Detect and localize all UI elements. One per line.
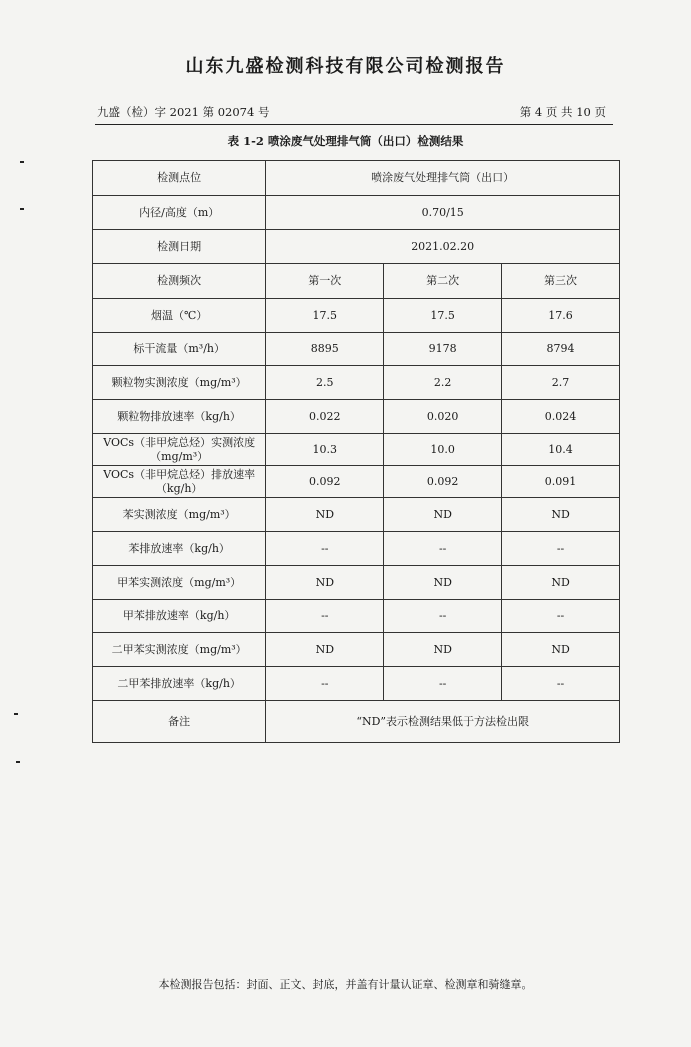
- table-row-frequency: [93, 264, 620, 299]
- row-value: ND: [266, 566, 384, 600]
- note-value: “ND”表示检测结果低于方法检出限: [266, 701, 620, 743]
- row-value: ND: [384, 498, 502, 532]
- margin-mark: [14, 713, 18, 715]
- table-row-date: [93, 230, 620, 264]
- row-value: --: [266, 532, 384, 566]
- row-value: --: [384, 667, 502, 701]
- row-value: --: [384, 532, 502, 566]
- row-label: 苯实测浓度（mg/m³）: [93, 498, 266, 532]
- row-label: VOCs（非甲烷总烃）排放速率（kg/h）: [93, 466, 266, 498]
- margin-mark: [20, 161, 24, 163]
- table-row: [93, 566, 620, 600]
- table-row: [93, 667, 620, 701]
- row-label: 二甲苯排放速率（kg/h）: [93, 667, 266, 701]
- table-row: [93, 366, 620, 400]
- table-row: [93, 600, 620, 633]
- row-value: --: [266, 667, 384, 701]
- table-row: [93, 434, 620, 466]
- row-value: --: [502, 667, 620, 701]
- row-value: ND: [502, 633, 620, 667]
- note-label: 备注: [93, 701, 266, 743]
- company-report-title: 山东九盛检测科技有限公司检测报告: [185, 56, 506, 77]
- row-label: VOCs（非甲烷总烃）实测浓度（mg/m³）: [93, 434, 266, 466]
- row-value: 0.091: [502, 466, 620, 498]
- row-value: 2.5: [266, 366, 384, 400]
- row-value: 10.4: [502, 434, 620, 466]
- results-table: [92, 160, 620, 743]
- row-value: 10.0: [384, 434, 502, 466]
- table-row: [93, 400, 620, 434]
- table-row: [93, 532, 620, 566]
- row-value: ND: [502, 498, 620, 532]
- table-row: [93, 333, 620, 366]
- row-value: 8794: [502, 333, 620, 366]
- row-value: --: [502, 600, 620, 633]
- table-row: [93, 466, 620, 498]
- point-value: 喷涂废气处理排气筒（出口）: [266, 161, 620, 196]
- row-value: --: [266, 600, 384, 633]
- footer-note: 本检测报告包括：封面、正文、封底，并盖有计量认证章、检测章和骑缝章。: [158, 978, 533, 991]
- row-value: ND: [502, 566, 620, 600]
- row-value: ND: [384, 566, 502, 600]
- row-value: 17.6: [502, 299, 620, 333]
- row-value: 9178: [384, 333, 502, 366]
- row-label: 标干流量（m³/h）: [93, 333, 266, 366]
- table-row: [93, 498, 620, 532]
- row-value: ND: [384, 633, 502, 667]
- report-number: 九盛（检）字 2021 第 02074 号: [97, 105, 270, 119]
- header-rule: [95, 124, 613, 125]
- row-value: --: [502, 532, 620, 566]
- date-label: 检测日期: [93, 230, 266, 264]
- row-value: 10.3: [266, 434, 384, 466]
- row-value: 0.024: [502, 400, 620, 434]
- row-label: 颗粒物实测浓度（mg/m³）: [93, 366, 266, 400]
- frequency-col-3: 第三次: [502, 264, 620, 299]
- row-value: 0.092: [266, 466, 384, 498]
- row-value: 17.5: [384, 299, 502, 333]
- row-label: 二甲苯实测浓度（mg/m³）: [93, 633, 266, 667]
- row-label: 甲苯实测浓度（mg/m³）: [93, 566, 266, 600]
- margin-mark: [20, 208, 24, 210]
- row-value: 8895: [266, 333, 384, 366]
- margin-mark: [16, 761, 20, 763]
- row-value: 17.5: [266, 299, 384, 333]
- row-value: --: [384, 600, 502, 633]
- row-value: 0.022: [266, 400, 384, 434]
- row-label: 甲苯排放速率（kg/h）: [93, 600, 266, 633]
- row-label: 颗粒物排放速率（kg/h）: [93, 400, 266, 434]
- table-row-diameter: [93, 196, 620, 230]
- table-title: 表 1-2 喷涂废气处理排气筒（出口）检测结果: [227, 134, 464, 148]
- diameter-label: 内径/高度（m）: [93, 196, 266, 230]
- frequency-label: 检测频次: [93, 264, 266, 299]
- page-number: 第 4 页 共 10 页: [519, 105, 606, 119]
- frequency-col-2: 第二次: [384, 264, 502, 299]
- row-value: 2.2: [384, 366, 502, 400]
- table-row: [93, 633, 620, 667]
- table-row: [93, 299, 620, 333]
- point-label: 检测点位: [93, 161, 266, 196]
- row-value: ND: [266, 498, 384, 532]
- row-value: 0.020: [384, 400, 502, 434]
- row-label: 烟温（℃）: [93, 299, 266, 333]
- row-label: 苯排放速率（kg/h）: [93, 532, 266, 566]
- table-row-point: [93, 161, 620, 196]
- row-value: ND: [266, 633, 384, 667]
- diameter-value: 0.70/15: [266, 196, 620, 230]
- date-value: 2021.02.20: [266, 230, 620, 264]
- row-value: 2.7: [502, 366, 620, 400]
- frequency-col-1: 第一次: [266, 264, 384, 299]
- row-value: 0.092: [384, 466, 502, 498]
- table-row-note: [93, 701, 620, 743]
